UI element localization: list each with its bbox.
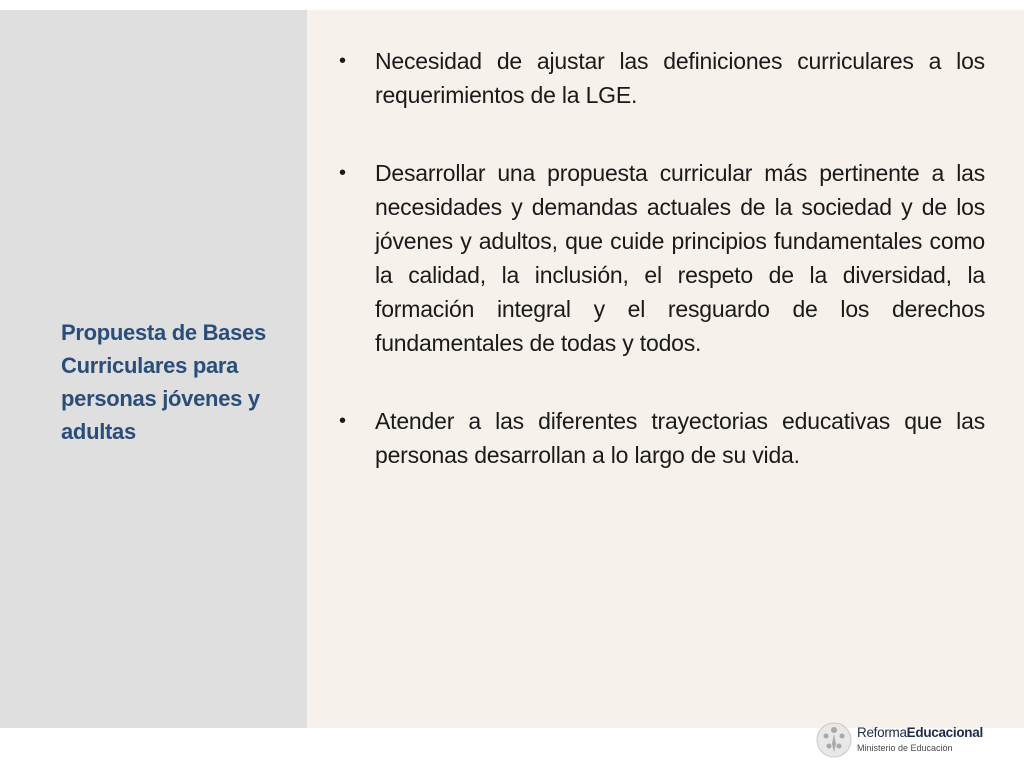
bullet-icon: • xyxy=(339,162,346,184)
bullet-list xyxy=(339,44,985,472)
sidebar-panel xyxy=(0,10,307,728)
bullet-icon: • xyxy=(339,50,346,72)
content-panel xyxy=(307,10,1024,728)
bullet-text: Atender a las diferentes trayectorias educativas que las personas desarrollan a lo largo de su vida. xyxy=(375,408,985,468)
bullet-icon: • xyxy=(339,410,346,432)
bullet-item-3 xyxy=(339,404,985,472)
bullet-text: Desarrollar una propuesta curricular más pertinente a las necesidades y demandas actuales de la sociedad y de los jóvenes y adultos, que cuide principios fundamentales como la calidad, la inclusión, el respeto de la diversidad, la formación integral y el resguardo de los derechos fundamentales de todas y todos. xyxy=(375,160,985,356)
slide-title: Propuesta de Bases Curriculares para personas jóvenes y adultas xyxy=(61,320,266,444)
logo-brand-bold: Educacional xyxy=(906,725,983,740)
logo-brand-light: Reforma xyxy=(857,725,907,740)
bullet-item-2 xyxy=(339,156,985,360)
logo-brand-text xyxy=(857,725,983,740)
logo-ministry-text: Ministerio de Educación xyxy=(857,743,953,753)
reforma-educacional-logo xyxy=(816,720,996,760)
bullet-item-1 xyxy=(339,44,985,112)
reforma-emblem-icon xyxy=(816,722,852,758)
bullet-text: Necesidad de ajustar las definiciones curriculares a los requerimientos de la LGE. xyxy=(375,48,985,108)
